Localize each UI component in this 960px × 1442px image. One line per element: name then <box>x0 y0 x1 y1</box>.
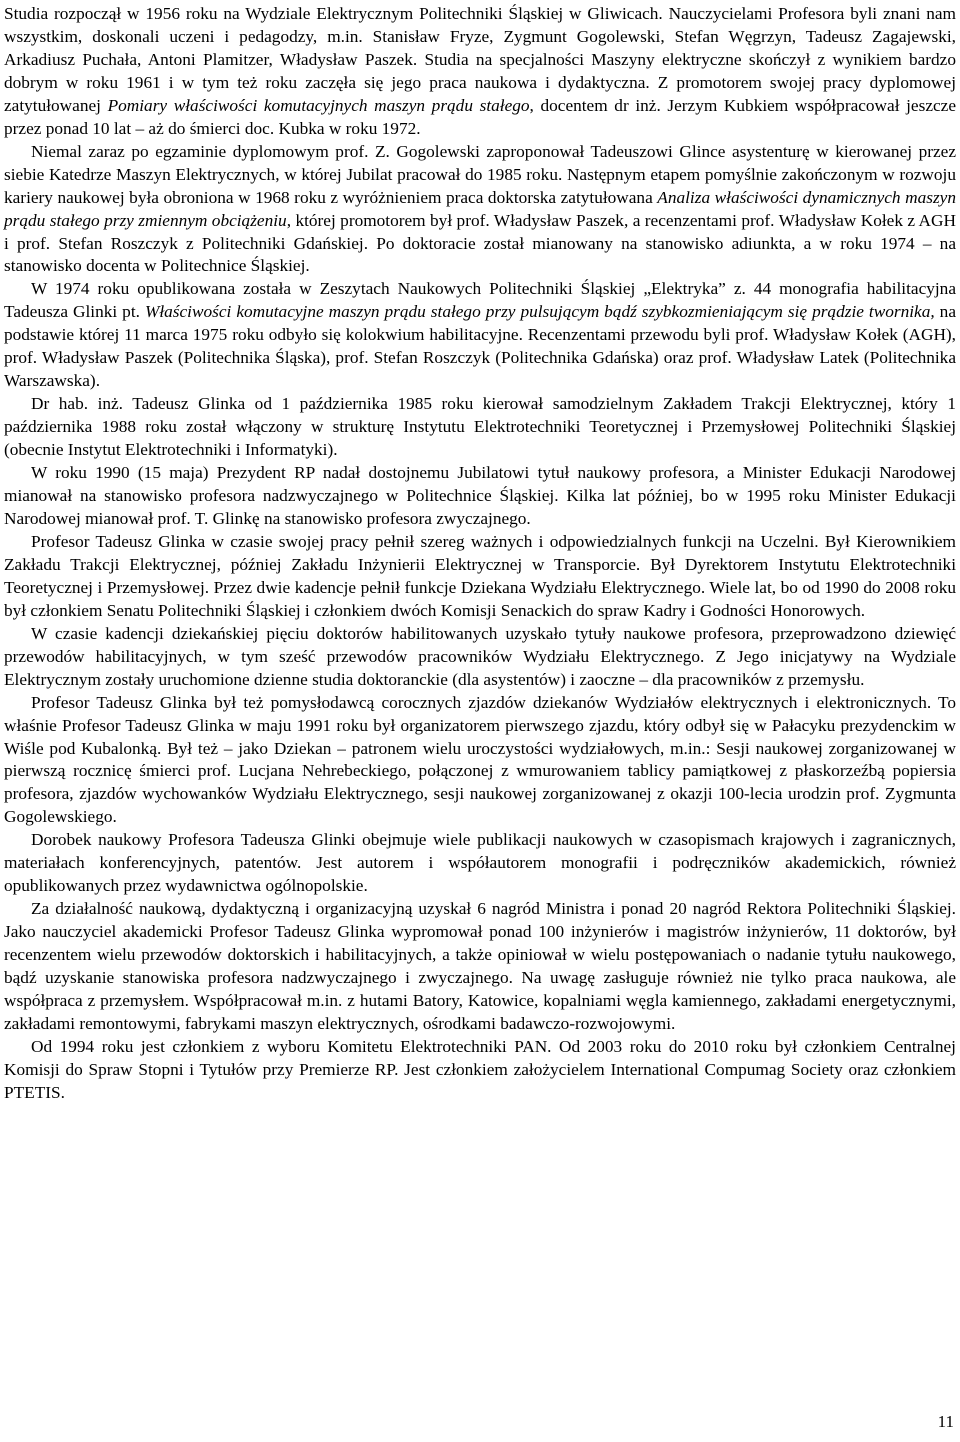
paragraph-memberships <box>4 1036 956 1105</box>
habilitation-title: Właściwości komutacyjne maszyn prądu stałego przy pulsującym bądź szybkozmieniającym się prądzie twornika, <box>144 302 935 322</box>
text-run: Niemal zaraz po egzaminie dyplomowym prof. Z. Gogolewski zaproponował Tadeuszowi Glince asystenturę w kierowanej przez siebie Katedrze Maszyn Elektrycznych, w której Jubilat pracował do 1985 roku. Następnym etapem pomyślnie zakończonym w rozwoju kariery naukowej była obroniona w 1968 roku z wyróżnieniem praca doktorska zatytułowana <box>4 141 956 207</box>
text-run: na podstawie której 11 marca 1975 roku odbyło się kolokwium habilitacyjne. Recenzentami przewodu byli prof. Władysław Kołek (AGH), prof. Władysław Paszek (Politechnika Śląska), prof. Stefan Roszczyk (Politechnika Gdańska) oraz prof. Władysław Latek (Politechnika Warszawska). <box>4 302 956 391</box>
paragraph-studies-start <box>4 3 956 141</box>
paragraph-professor-title <box>4 462 956 531</box>
text-run: Dorobek naukowy Profesora Tadeusza Glinki obejmuje wiele publikacji naukowych w czasopismach krajowych i zagranicznych, materiałach konferencyjnych, patentów. Jest autorem i współautorem monografii i podręczników akademickich, również opublikowanych przez wydawnictwa ogólnopolskie. <box>4 830 956 896</box>
paragraph-doctorate <box>4 141 956 279</box>
page-number: 11 <box>937 1412 954 1431</box>
doctoral-thesis-title: Analiza właściwości dynamicznych maszyn prądu stałego przy zmiennym obciążeniu <box>4 187 956 230</box>
paragraph-habilitation <box>4 278 956 393</box>
text-run: W czasie kadencji dziekańskiej pięciu doktorów habilitowanych uzyskało tytuły naukowe profesora, przeprowadzono dziewięć przewodów habilitacyjnych, w tym sześć przewodów pracowników Wydziału Elektrycznego. Z Jego inicjatywy na Wydziale Elektrycznym zostały uruchomione dzienne studia doktoranckie (dla asystentów) i zaoczne – dla pracowników z przemysłu. <box>4 623 956 689</box>
paragraph-publications <box>4 829 956 898</box>
paragraph-awards <box>4 898 956 1036</box>
paragraph-university-functions <box>4 531 956 623</box>
text-run: Profesor Tadeusz Glinka był też pomysłodawcą corocznych zjazdów dziekanów Wydziałów elektrycznych i elektronicznych. To właśnie Profesor Tadeusz Glinka w maju 1991 roku był organizatorem pierwszego zjazdu, który odbył się w Pałacyku prezydenckim w Wiśle pod Kubalonką. Był też – jako Dziekan – patronem wielu uroczystości wydziałowych, m.in.: Sesji naukowej zorganizowanej w pierwszą rocznicę śmierci prof. Lucjana Nehrebeckiego, połączonej z wmurowaniem tablicy pamiątkowej z płaskorzeźbą popiersia profesora, zjazdów wychowanków Wydziału Elektrycznego, sesji naukowej zorganizowanej z okazji 100-lecia urodzin prof. Zygmunta Gogolewskiego. <box>4 692 956 827</box>
paragraph-traction-department <box>4 393 956 462</box>
text-run: W 1974 roku opublikowana została w Zeszytach Naukowych Politechniki Śląskiej „Elektryka” z. 44 monografia habilitacyjna Tadeusza Glinki pt. <box>4 279 956 322</box>
thesis-title: Pomiary właściwości komutacyjnych maszyn prądu stałego <box>107 95 530 115</box>
text-run: Studia rozpoczął w 1956 roku na Wydziale Elektrycznym Politechniki Śląskiej w Gliwicach. Nauczycielami Profesora byli znani nam wszystkim, doskonali uczeni i pedagodzy, m.in. Stanisław Fryze, Zygmunt <box>4 4 956 46</box>
text-run: Od 1994 roku jest członkiem z wyboru Komitetu Elektrotechniki PAN. Od 2003 roku do 2010 roku był członkiem Centralnej Komisji do Spraw Stopni i Tytułów przy Premierze RP. Jest członkiem założycielem International Compumag Society oraz członkiem PTETIS. <box>4 1036 956 1102</box>
paragraph-dean-conventions <box>4 692 956 830</box>
text-run: , docentem dr inż. Jerzym Kubkiem współpracował jeszcze przez ponad 10 lat – aż do śmierci doc. Kubka w roku 1972. <box>4 95 957 138</box>
text-run: W roku 1990 (15 maja) Prezydent RP nadał dostojnemu Jubilatowi tytuł naukowy profesora, a Minister Edukacji Narodowej mianował na stanowisko profesora nadzwyczajnego w Politechnice Śląskiej. Kilka lat później, bo w 1995 roku Minister Edukacji Narodowej mianował prof. T. Glinkę na stanowisko profesora zwyczajnego. <box>4 463 956 528</box>
document-body <box>4 3 956 1105</box>
text-run: Dr hab. inż. Tadeusz Glinka od 1 października 1985 roku kierował samodzielnym Zakładem Trakcji Elektrycznej, który 1 października 1988 roku został włączony w strukturę Instytutu Elektrotechniki Teoretycznej i Przemysłowej Politechniki Śląskiej (obecnie Instytut Elektrotechniki i Informatyki). <box>4 394 956 460</box>
text-run: Z promotorem swojej pracy dyplomowej zatytułowanej <box>4 72 956 115</box>
text-run: Za działalność naukową, dydaktyczną i organizacyjną uzyskał 6 nagród Ministra i ponad 20 nagród Rektora Politechniki Śląskiej. Jako nauczyciel akademicki Profesor Tadeusz Glinka wypromował ponad 100 inżynierów i magistrów inżynierów, 11 doktorów, był recenzentem wielu przewodów doktorskich i habilitacyjnych, a także opiniował w wielu postępowaniach o nadanie tytułu naukowego, bądź uzyskanie stanowiska profesora nadzwyczajnego i zwyczajnego. Na uwagę zasługuje również nie tylko praca naukowa, ale współpraca z przemysłem. Współpracował m.in. z hutami Batory, Katowice, kopalniami węgla kamiennego, zakładami energetycznymi, zakładami remontowymi, fabrykami maszyn elektrycznych, ośrodkami badawczo-rozwojowymi. <box>4 899 956 1033</box>
paragraph-dean-term <box>4 623 956 692</box>
text-run: Profesor Tadeusz Glinka w czasie swojej pracy pełnił szereg ważnych i odpowiedzialnych funkcji na Uczelni. Był Kierownikiem Zakładu Trakcji Elektrycznej, później Zakładu Inżynierii Elektrycznej w Transporcie. Był Dyrektorem Instytutu Elektrotechniki Teoretycznej i Przemysłowej. Przez dwie kadencje pełnił funkcje Dziekana Wydziału Elektrycznego. Wiele lat, bo od 1990 do 2008 roku był członkiem Senatu Politechniki Śląskiej i członkiem dwóch Komisji Senackich do spraw Kadry i Godności Honorowych. <box>4 531 956 620</box>
text-run: , której promotorem był prof. Władysław Paszek, a recenzentami prof. Władysław Kołek z AGH i prof. Stefan Roszczyk z Politechniki Gdańskiej. Po doktoracie został mianowany na stanowisko adiunkta, a w roku 1974 – na stanowisko docenta w Politechnice Śląskiej. <box>4 210 956 276</box>
text-run: Gogolewski, Stefan Węgrzyn, Tadeusz Zagajewski, Arkadiusz Puchała, Antoni Plamitzer, Władysław Paszek. Studia na specjalności Maszyny elektryczne skończył z wynikiem bardzo dobrym w roku 1961 i w tym też roku zaczęła się jego praca naukowa i dydaktyczna. <box>4 26 956 92</box>
